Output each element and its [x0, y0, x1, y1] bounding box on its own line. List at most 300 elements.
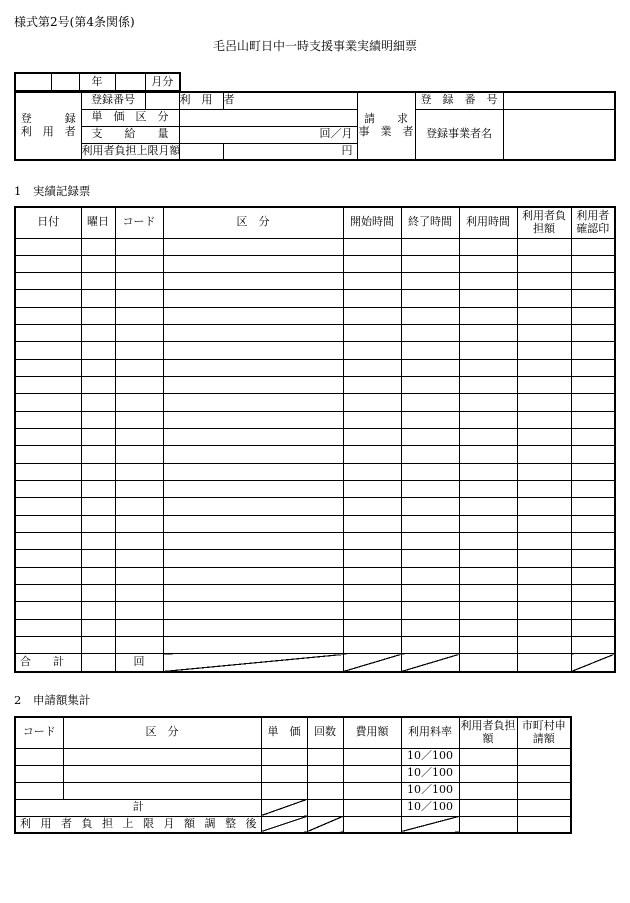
record-code-cell[interactable] — [115, 273, 163, 290]
reg-no-label: 登録番号 — [81, 92, 145, 109]
record-category-cell[interactable] — [163, 567, 343, 584]
s2-adjust-row — [15, 816, 571, 833]
record-date-cell[interactable] — [15, 637, 81, 654]
record-category-cell[interactable] — [163, 446, 343, 463]
record-end-time-cell[interactable] — [401, 463, 459, 480]
record-date-cell[interactable] — [15, 238, 81, 255]
record-category-cell[interactable] — [163, 515, 343, 532]
record-user-seal-cell[interactable] — [571, 446, 615, 463]
s2-col-code: コード — [15, 717, 63, 748]
s2-adjust-price-diagonal — [261, 816, 307, 833]
s2-claim-cell[interactable] — [517, 782, 571, 799]
record-weekday-cell[interactable] — [81, 273, 115, 290]
record-weekday-cell[interactable] — [81, 463, 115, 480]
record-user-charge-cell[interactable] — [517, 429, 571, 446]
total-category-diagonal — [163, 654, 343, 672]
s2-total-claim[interactable] — [517, 799, 571, 816]
record-usage-time-cell[interactable] — [459, 359, 517, 376]
s2-user-charge-cell[interactable] — [459, 765, 517, 782]
record-weekday-cell[interactable] — [81, 255, 115, 272]
record-user-seal-cell[interactable] — [571, 481, 615, 498]
record-end-time-cell[interactable] — [401, 273, 459, 290]
col-user-charge: 利用者負担額 — [517, 207, 571, 238]
total-count[interactable]: 回 — [115, 654, 163, 672]
record-end-time-cell[interactable] — [401, 533, 459, 550]
record-start-time-cell[interactable] — [343, 585, 401, 602]
record-user-seal-cell[interactable] — [571, 498, 615, 515]
record-user-seal-cell[interactable] — [571, 602, 615, 619]
billing-reg-no-input[interactable] — [503, 92, 615, 109]
record-usage-time-cell[interactable] — [459, 446, 517, 463]
record-weekday-cell[interactable] — [81, 602, 115, 619]
section1-heading: 1 実績記録票 — [14, 184, 91, 198]
record-date-cell[interactable] — [15, 533, 81, 550]
record-end-time-cell[interactable] — [401, 238, 459, 255]
record-code-cell[interactable] — [115, 550, 163, 567]
total-usage-time[interactable] — [459, 654, 517, 672]
side-label-top: 登 録 — [20, 112, 76, 126]
record-start-time-cell[interactable] — [343, 602, 401, 619]
record-end-time-cell[interactable] — [401, 342, 459, 359]
s2-adjust-user-charge[interactable] — [459, 816, 517, 833]
record-user-seal-cell[interactable] — [571, 463, 615, 480]
total-user-charge[interactable] — [517, 654, 571, 672]
record-date-cell[interactable] — [15, 255, 81, 272]
record-weekday-cell[interactable] — [81, 533, 115, 550]
record-end-time-cell[interactable] — [401, 550, 459, 567]
record-code-cell[interactable] — [115, 411, 163, 428]
record-start-time-cell[interactable] — [343, 515, 401, 532]
record-start-time-cell[interactable] — [343, 307, 401, 324]
month-label: 月分 — [145, 73, 180, 91]
record-start-time-cell[interactable] — [343, 463, 401, 480]
record-user-seal-cell[interactable] — [571, 255, 615, 272]
s2-col-rate: 利用料率 — [401, 717, 459, 748]
record-end-time-cell[interactable] — [401, 602, 459, 619]
record-weekday-cell[interactable] — [81, 446, 115, 463]
form-number: 様式第2号(第4条関係) — [14, 15, 135, 29]
record-usage-time-cell[interactable] — [459, 290, 517, 307]
side-label-bottom: 利 用 者 — [20, 125, 76, 138]
limit-label: 利用者負担上限月額 — [81, 143, 179, 160]
record-start-time-cell[interactable] — [343, 359, 401, 376]
record-user-seal-cell[interactable] — [571, 377, 615, 394]
era-cell[interactable] — [15, 73, 51, 91]
record-user-charge-cell[interactable] — [517, 498, 571, 515]
record-end-time-cell[interactable] — [401, 498, 459, 515]
record-user-charge-cell[interactable] — [517, 290, 571, 307]
record-weekday-cell[interactable] — [81, 481, 115, 498]
record-end-time-cell[interactable] — [401, 307, 459, 324]
record-code-cell[interactable] — [115, 463, 163, 480]
record-user-seal-cell[interactable] — [571, 411, 615, 428]
table-row — [15, 619, 615, 636]
record-date-cell[interactable] — [15, 411, 81, 428]
s2-cost-cell[interactable] — [343, 765, 401, 782]
record-date-cell[interactable] — [15, 342, 81, 359]
record-category-cell[interactable] — [163, 325, 343, 342]
record-user-charge-cell[interactable] — [517, 411, 571, 428]
record-weekday-cell[interactable] — [81, 498, 115, 515]
s2-col-count: 回数 — [307, 717, 343, 748]
record-end-time-cell[interactable] — [401, 637, 459, 654]
record-category-cell[interactable] — [163, 533, 343, 550]
s2-total-cost[interactable] — [343, 799, 401, 816]
table-row — [15, 585, 615, 602]
record-start-time-cell[interactable] — [343, 325, 401, 342]
record-date-cell[interactable] — [15, 394, 81, 411]
record-user-charge-cell[interactable] — [517, 359, 571, 376]
record-date-cell[interactable] — [15, 481, 81, 498]
record-weekday-cell[interactable] — [81, 377, 115, 394]
record-start-time-cell[interactable] — [343, 377, 401, 394]
year-label: 年 — [79, 73, 115, 91]
col-category: 区 分 — [163, 207, 343, 238]
record-user-seal-cell[interactable] — [571, 325, 615, 342]
record-code-cell[interactable] — [115, 359, 163, 376]
record-usage-time-cell[interactable] — [459, 238, 517, 255]
record-start-time-cell[interactable] — [343, 429, 401, 446]
record-weekday-cell[interactable] — [81, 394, 115, 411]
limit-input[interactable]: 円 — [223, 143, 357, 160]
registered-user-side-label — [15, 92, 81, 160]
record-start-time-cell[interactable] — [343, 533, 401, 550]
record-date-cell[interactable] — [15, 290, 81, 307]
record-user-charge-cell[interactable] — [517, 619, 571, 636]
record-end-time-cell[interactable] — [401, 619, 459, 636]
s2-cost-cell[interactable] — [343, 748, 401, 765]
record-start-time-cell[interactable] — [343, 498, 401, 515]
record-code-cell[interactable] — [115, 290, 163, 307]
record-start-time-cell[interactable] — [343, 238, 401, 255]
record-date-cell[interactable] — [15, 359, 81, 376]
record-usage-time-cell[interactable] — [459, 307, 517, 324]
s2-code-cell[interactable] — [15, 782, 63, 799]
record-category-cell[interactable] — [163, 255, 343, 272]
record-code-cell[interactable] — [115, 585, 163, 602]
record-weekday-cell[interactable] — [81, 550, 115, 567]
record-usage-time-cell[interactable] — [459, 533, 517, 550]
record-category-cell[interactable] — [163, 359, 343, 376]
record-usage-time-cell[interactable] — [459, 498, 517, 515]
record-category-cell[interactable] — [163, 411, 343, 428]
year-input[interactable] — [51, 73, 79, 91]
record-user-seal-cell[interactable] — [571, 273, 615, 290]
s2-user-charge-cell[interactable] — [459, 782, 517, 799]
record-weekday-cell[interactable] — [81, 567, 115, 584]
record-code-cell[interactable] — [115, 255, 163, 272]
record-end-time-cell[interactable] — [401, 325, 459, 342]
col-code: コード — [115, 207, 163, 238]
record-category-cell[interactable] — [163, 429, 343, 446]
record-category-cell[interactable] — [163, 619, 343, 636]
record-start-time-cell[interactable] — [343, 446, 401, 463]
table-row — [15, 307, 615, 324]
record-code-cell[interactable] — [115, 429, 163, 446]
record-category-cell[interactable] — [163, 394, 343, 411]
record-end-time-cell[interactable] — [401, 359, 459, 376]
record-start-time-cell[interactable] — [343, 550, 401, 567]
billing-name-input[interactable] — [503, 109, 615, 160]
s2-total-row — [15, 799, 571, 816]
record-code-cell[interactable] — [115, 567, 163, 584]
record-usage-time-cell[interactable] — [459, 463, 517, 480]
record-code-cell[interactable] — [115, 481, 163, 498]
record-code-cell[interactable] — [115, 446, 163, 463]
record-usage-time-cell[interactable] — [459, 585, 517, 602]
record-category-cell[interactable] — [163, 481, 343, 498]
section2-heading: 2 申請額集計 — [14, 693, 91, 707]
record-weekday-cell[interactable] — [81, 411, 115, 428]
record-weekday-cell[interactable] — [81, 585, 115, 602]
record-user-charge-cell[interactable] — [517, 446, 571, 463]
record-code-cell[interactable] — [115, 342, 163, 359]
record-start-time-cell[interactable] — [343, 255, 401, 272]
record-category-cell[interactable] — [163, 238, 343, 255]
record-date-cell[interactable] — [15, 619, 81, 636]
record-date-cell[interactable] — [15, 446, 81, 463]
record-code-cell[interactable] — [115, 377, 163, 394]
table-row — [15, 446, 615, 463]
record-start-time-cell[interactable] — [343, 290, 401, 307]
record-user-charge-cell[interactable] — [517, 515, 571, 532]
user-input[interactable] — [223, 92, 357, 109]
period-table — [14, 72, 181, 92]
record-end-time-cell[interactable] — [401, 255, 459, 272]
s2-price-cell[interactable] — [261, 765, 307, 782]
record-usage-time-cell[interactable] — [459, 394, 517, 411]
record-date-cell[interactable] — [15, 498, 81, 515]
record-usage-time-cell[interactable] — [459, 619, 517, 636]
record-user-charge-cell[interactable] — [517, 342, 571, 359]
record-start-time-cell[interactable] — [343, 619, 401, 636]
record-user-seal-cell[interactable] — [571, 342, 615, 359]
record-code-cell[interactable] — [115, 619, 163, 636]
record-weekday-cell[interactable] — [81, 429, 115, 446]
record-category-cell[interactable] — [163, 307, 343, 324]
record-user-seal-cell[interactable] — [571, 238, 615, 255]
record-category-cell[interactable] — [163, 290, 343, 307]
record-user-charge-cell[interactable] — [517, 481, 571, 498]
record-category-cell[interactable] — [163, 602, 343, 619]
record-user-seal-cell[interactable] — [571, 585, 615, 602]
record-weekday-cell[interactable] — [81, 637, 115, 654]
s2-adjust-claim[interactable] — [517, 816, 571, 833]
record-user-seal-cell[interactable] — [571, 567, 615, 584]
table-row — [15, 782, 571, 799]
record-user-charge-cell[interactable] — [517, 602, 571, 619]
record-weekday-cell[interactable] — [81, 290, 115, 307]
record-user-seal-cell[interactable] — [571, 550, 615, 567]
col-end-time: 終了時間 — [401, 207, 459, 238]
record-user-seal-cell[interactable] — [571, 619, 615, 636]
reg-no-input[interactable] — [145, 92, 179, 109]
record-usage-time-cell[interactable] — [459, 567, 517, 584]
record-user-charge-cell[interactable] — [517, 377, 571, 394]
record-category-cell[interactable] — [163, 377, 343, 394]
s2-col-cost: 費用額 — [343, 717, 401, 748]
table-row — [15, 498, 615, 515]
record-user-charge-cell[interactable] — [517, 585, 571, 602]
record-code-cell[interactable] — [115, 307, 163, 324]
record-usage-time-cell[interactable] — [459, 342, 517, 359]
s2-code-cell[interactable] — [15, 765, 63, 782]
record-code-cell[interactable] — [115, 498, 163, 515]
record-user-seal-cell[interactable] — [571, 307, 615, 324]
table-row — [15, 273, 615, 290]
table-row — [15, 567, 615, 584]
s2-col-category: 区 分 — [63, 717, 261, 748]
s2-price-cell[interactable] — [261, 748, 307, 765]
record-user-charge-cell[interactable] — [517, 307, 571, 324]
record-user-charge-cell[interactable] — [517, 463, 571, 480]
record-table — [14, 206, 616, 673]
record-user-charge-cell[interactable] — [517, 255, 571, 272]
record-category-cell[interactable] — [163, 463, 343, 480]
record-code-cell[interactable] — [115, 394, 163, 411]
record-usage-time-cell[interactable] — [459, 273, 517, 290]
record-category-cell[interactable] — [163, 637, 343, 654]
record-code-cell[interactable] — [115, 602, 163, 619]
record-user-seal-cell[interactable] — [571, 290, 615, 307]
table-row — [15, 290, 615, 307]
record-date-cell[interactable] — [15, 377, 81, 394]
record-start-time-cell[interactable] — [343, 567, 401, 584]
record-end-time-cell[interactable] — [401, 481, 459, 498]
record-user-charge-cell[interactable] — [517, 550, 571, 567]
record-user-charge-cell[interactable] — [517, 325, 571, 342]
record-date-cell[interactable] — [15, 429, 81, 446]
record-start-time-cell[interactable] — [343, 481, 401, 498]
record-end-time-cell[interactable] — [401, 567, 459, 584]
record-date-cell[interactable] — [15, 325, 81, 342]
record-date-cell[interactable] — [15, 463, 81, 480]
record-usage-time-cell[interactable] — [459, 602, 517, 619]
record-weekday-cell[interactable] — [81, 238, 115, 255]
col-weekday: 曜日 — [81, 207, 115, 238]
record-user-seal-cell[interactable] — [571, 533, 615, 550]
record-user-seal-cell[interactable] — [571, 637, 615, 654]
record-user-charge-cell[interactable] — [517, 273, 571, 290]
s2-category-cell[interactable] — [63, 748, 261, 765]
s2-count-cell[interactable] — [307, 765, 343, 782]
table-row — [15, 394, 615, 411]
s2-claim-cell[interactable] — [517, 765, 571, 782]
record-date-cell[interactable] — [15, 602, 81, 619]
record-usage-time-cell[interactable] — [459, 637, 517, 654]
record-category-cell[interactable] — [163, 342, 343, 359]
s2-user-charge-cell[interactable] — [459, 748, 517, 765]
record-usage-time-cell[interactable] — [459, 550, 517, 567]
record-end-time-cell[interactable] — [401, 515, 459, 532]
record-date-cell[interactable] — [15, 567, 81, 584]
record-usage-time-cell[interactable] — [459, 255, 517, 272]
record-date-cell[interactable] — [15, 515, 81, 532]
supply-label: 支 給 量 — [81, 126, 179, 143]
record-weekday-cell[interactable] — [81, 325, 115, 342]
record-weekday-cell[interactable] — [81, 515, 115, 532]
s2-count-cell[interactable] — [307, 748, 343, 765]
record-user-charge-cell[interactable] — [517, 238, 571, 255]
record-date-cell[interactable] — [15, 273, 81, 290]
record-user-seal-cell[interactable] — [571, 394, 615, 411]
s2-category-cell[interactable] — [63, 782, 261, 799]
col-date: 日付 — [15, 207, 81, 238]
record-usage-time-cell[interactable] — [459, 377, 517, 394]
s2-claim-cell[interactable] — [517, 748, 571, 765]
s2-price-cell[interactable] — [261, 782, 307, 799]
unit-class-label: 単 価 区 分 — [81, 109, 179, 126]
s2-total-user-charge[interactable] — [459, 799, 517, 816]
record-category-cell[interactable] — [163, 273, 343, 290]
record-end-time-cell[interactable] — [401, 290, 459, 307]
s2-total-count[interactable] — [307, 799, 343, 816]
total-weekday-blank — [81, 654, 115, 672]
record-usage-time-cell[interactable] — [459, 325, 517, 342]
record-end-time-cell[interactable] — [401, 446, 459, 463]
record-category-cell[interactable] — [163, 498, 343, 515]
s2-adjust-label — [15, 816, 261, 833]
record-usage-time-cell[interactable] — [459, 481, 517, 498]
record-usage-time-cell[interactable] — [459, 411, 517, 428]
record-end-time-cell[interactable] — [401, 411, 459, 428]
record-end-time-cell[interactable] — [401, 394, 459, 411]
table-row — [15, 481, 615, 498]
record-start-time-cell[interactable] — [343, 342, 401, 359]
record-user-seal-cell[interactable] — [571, 359, 615, 376]
record-weekday-cell[interactable] — [81, 619, 115, 636]
record-code-cell[interactable] — [115, 515, 163, 532]
record-end-time-cell[interactable] — [401, 585, 459, 602]
record-start-time-cell[interactable] — [343, 394, 401, 411]
record-user-seal-cell[interactable] — [571, 515, 615, 532]
record-date-cell[interactable] — [15, 550, 81, 567]
record-category-cell[interactable] — [163, 550, 343, 567]
record-user-charge-cell[interactable] — [517, 533, 571, 550]
record-code-cell[interactable] — [115, 325, 163, 342]
s2-adjust-cost[interactable] — [343, 816, 401, 833]
s2-count-cell[interactable] — [307, 782, 343, 799]
record-start-time-cell[interactable] — [343, 411, 401, 428]
s2-code-cell[interactable] — [15, 748, 63, 765]
record-end-time-cell[interactable] — [401, 429, 459, 446]
record-usage-time-cell[interactable] — [459, 429, 517, 446]
record-date-cell[interactable] — [15, 585, 81, 602]
record-user-seal-cell[interactable] — [571, 429, 615, 446]
unit-class-input[interactable] — [179, 109, 357, 126]
record-usage-time-cell[interactable] — [459, 515, 517, 532]
record-category-cell[interactable] — [163, 585, 343, 602]
record-start-time-cell[interactable] — [343, 637, 401, 654]
month-input[interactable] — [115, 73, 145, 91]
record-user-charge-cell[interactable] — [517, 637, 571, 654]
s2-rate-cell: 10／100 — [401, 748, 459, 765]
record-user-charge-cell[interactable] — [517, 567, 571, 584]
record-user-charge-cell[interactable] — [517, 394, 571, 411]
record-weekday-cell[interactable] — [81, 342, 115, 359]
record-weekday-cell[interactable] — [81, 359, 115, 376]
record-code-cell[interactable] — [115, 533, 163, 550]
record-end-time-cell[interactable] — [401, 377, 459, 394]
record-code-cell[interactable] — [115, 637, 163, 654]
s2-cost-cell[interactable] — [343, 782, 401, 799]
record-start-time-cell[interactable] — [343, 273, 401, 290]
record-code-cell[interactable] — [115, 238, 163, 255]
supply-input[interactable]: 回／月 — [179, 126, 357, 143]
record-date-cell[interactable] — [15, 307, 81, 324]
s2-category-cell[interactable] — [63, 765, 261, 782]
record-weekday-cell[interactable] — [81, 307, 115, 324]
